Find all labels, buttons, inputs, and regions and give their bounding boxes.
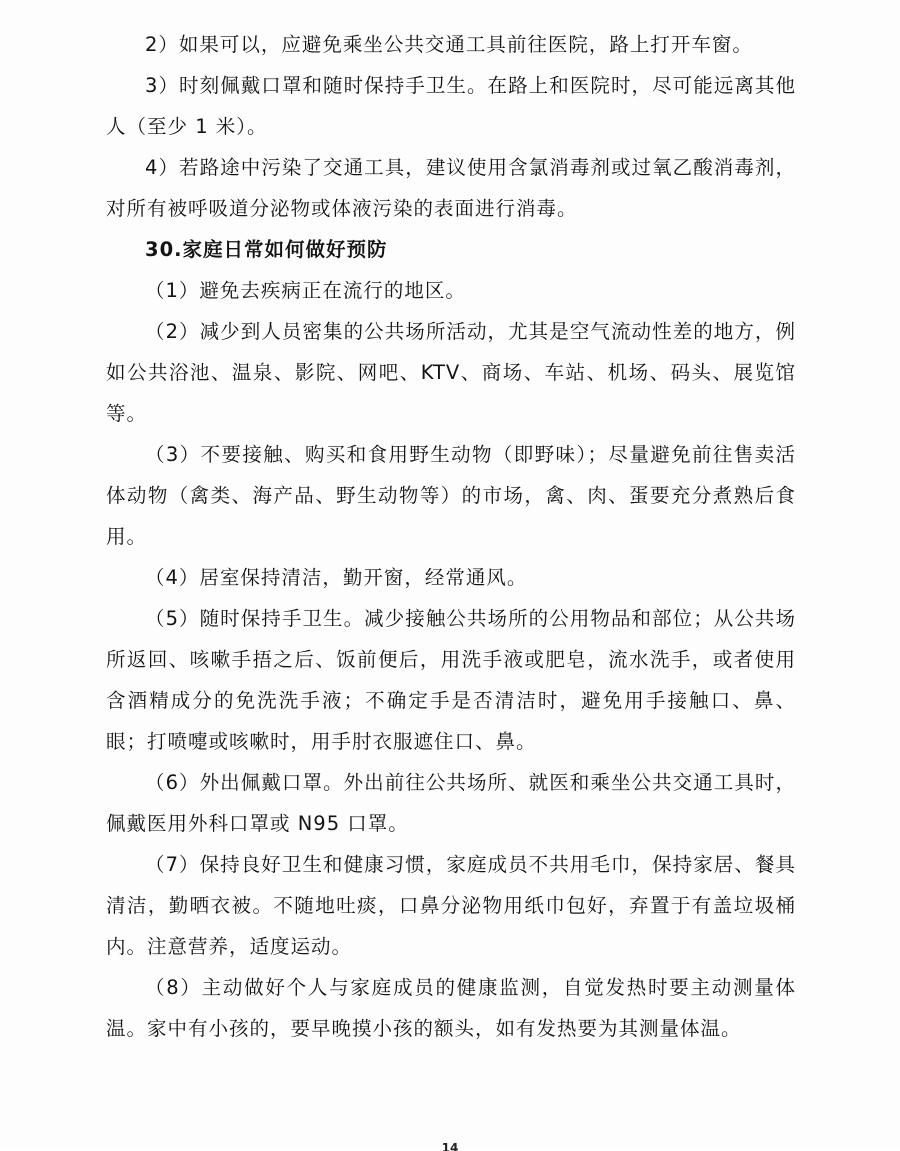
list-item-3: （3）不要接触、购买和食用野生动物（即野味）；尽量避免前往售卖活体动物（禽类、海产品、野生动物等）的市场，禽、肉、蛋要充分煮熟后食用。	[106, 443, 796, 548]
list-item-1: （1）避免去疾病正在流行的地区。	[145, 279, 466, 302]
page-number: 14	[441, 1141, 459, 1151]
section-heading: 30.家庭日常如何做好预防	[145, 238, 388, 261]
document-body	[106, 24, 796, 1049]
list-item-7: （7）保持良好卫生和健康习惯，家庭成员不共用毛巾，保持家居、餐具清洁，勤晒衣被。不随地吐痰，口鼻分泌物用纸巾包好，弃置于有盖垃圾桶内。注意营养，适度运动。	[106, 853, 796, 958]
list-item-2: （2）减少到人员密集的公共场所活动，尤其是空气流动性差的地方，例如公共浴池、温泉、影院、网吧、KTV、商场、车站、机场、码头、展览馆等。	[106, 320, 796, 425]
list-item-5: （5）随时保持手卫生。减少接触公共场所的公用物品和部位；从公共场所返回、咳嗽手捂之后、饭前便后，用洗手液或肥皂，流水洗手，或者使用含酒精成分的免洗洗手液；不确定手是否清洁时，避免用手接触口、鼻、眼；打喷嚏或咳嗽时，用手肘衣服遮住口、鼻。	[106, 607, 796, 753]
paragraph-step-3: 3）时刻佩戴口罩和随时保持手卫生。在路上和医院时，尽可能远离其他人（至少 1 米）。	[106, 74, 796, 138]
paragraph-step-4: 4）若路途中污染了交通工具，建议使用含氯消毒剂或过氧乙酸消毒剂，对所有被呼吸道分泌物或体液污染的表面进行消毒。	[106, 156, 796, 220]
list-item-4: （4）居室保持清洁，勤开窗，经常通风。	[145, 566, 528, 589]
paragraph-step-2: 2）如果可以，应避免乘坐公共交通工具前往医院，路上打开车窗。	[145, 33, 753, 56]
list-item-8: （8）主动做好个人与家庭成员的健康监测，自觉发热时要主动测量体温。家中有小孩的，要早晚摸小孩的额头，如有发热要为其测量体温。	[106, 976, 796, 1040]
list-item-6: （6）外出佩戴口罩。外出前往公共场所、就医和乘坐公共交通工具时，佩戴医用外科口罩或 N95 口罩。	[106, 771, 796, 835]
